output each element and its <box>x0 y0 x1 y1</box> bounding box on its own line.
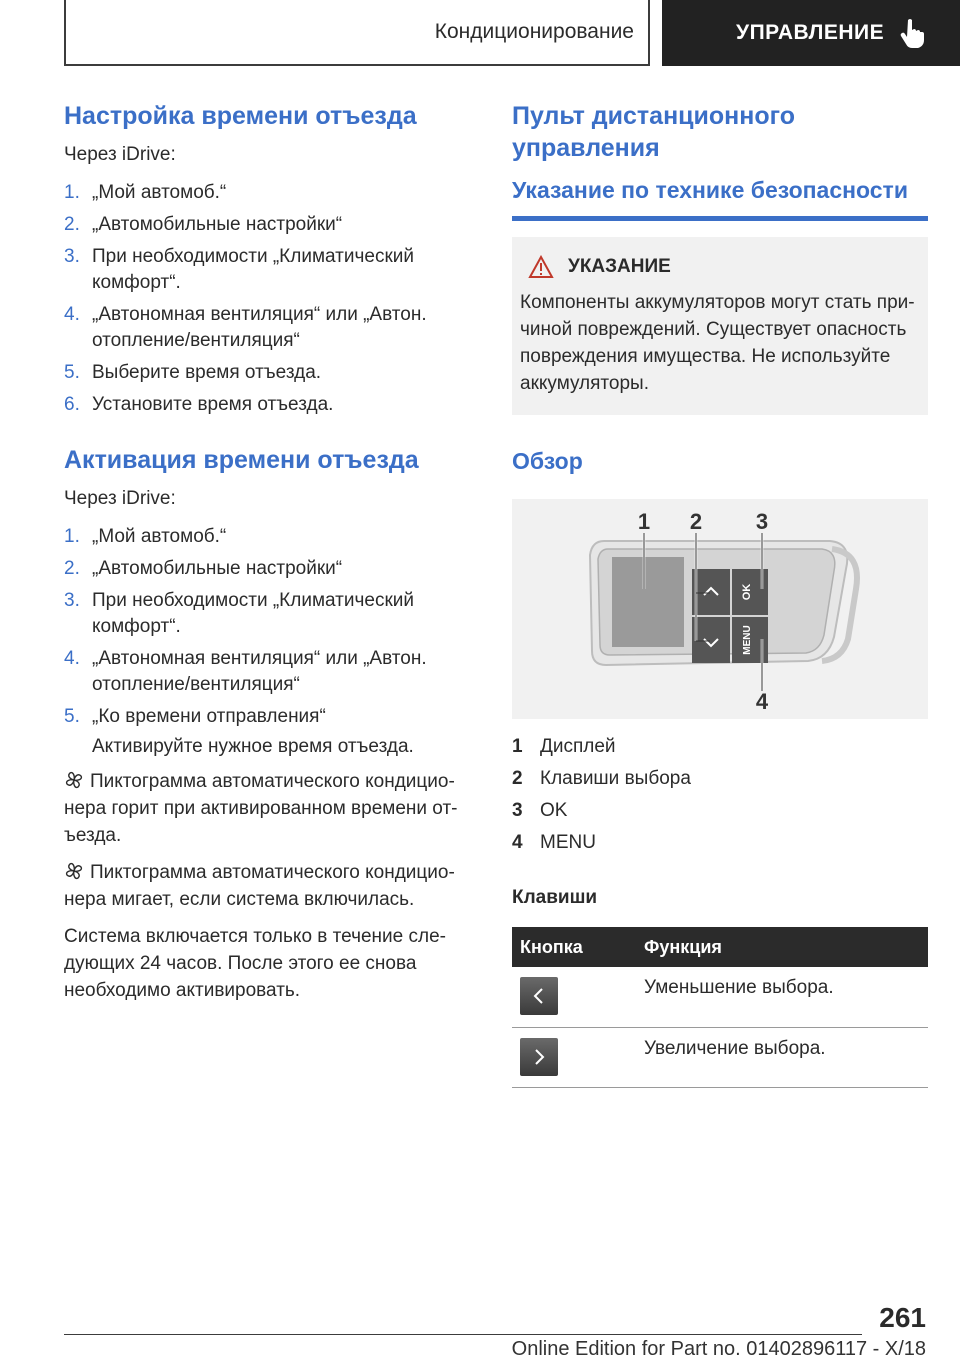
list-item: 1 Дисплей <box>512 736 616 757</box>
step-note: Активируйте нужное время отъезда. <box>92 736 414 757</box>
chapter-title: УПРАВЛЕНИЕ <box>736 21 885 44</box>
list-item: 2. „Автомобильные настройки“ <box>64 214 343 235</box>
chevron-left-icon <box>520 977 558 1015</box>
section-heading-set-departure: Настройка времени отъезда <box>64 102 417 130</box>
remote-key-illustration <box>512 499 928 719</box>
keys-table <box>512 927 928 1088</box>
ok-label: OK <box>741 583 753 601</box>
table-cell-function: Уменьшение выбора. <box>636 967 928 1027</box>
right-column <box>512 100 928 1088</box>
callout-1: 1 <box>637 509 651 534</box>
list-item: 4 MENU <box>512 832 596 853</box>
paragraph-fan-lit: Пиктограмма автоматического кондиционера горит при активированном времени отъезда. <box>64 771 458 846</box>
page-number: 261 <box>879 1302 926 1333</box>
chevron-right-icon <box>520 1038 558 1076</box>
table-header-function: Функция <box>636 927 928 967</box>
table-header-button: Кнопка <box>512 927 636 967</box>
intro-text: Через iDrive: <box>64 488 176 509</box>
menu-label: MENU <box>742 625 753 655</box>
table-row <box>512 967 928 1027</box>
list-item: 1. „Мой автомоб.“ <box>64 526 227 547</box>
callout-2: 2 <box>689 509 703 534</box>
list-item: 3 OK <box>512 800 568 821</box>
figure-legend <box>512 731 928 859</box>
list-item: 1. „Мой автомоб.“ <box>64 182 227 203</box>
warning-box <box>512 237 928 415</box>
list-item: 3. При необходимости „Климатический комфорт“. <box>64 590 414 637</box>
fan-icon <box>64 861 84 881</box>
intro-text: Через iDrive: <box>64 144 176 165</box>
list-item: 3. При необходимости „Климатический комфорт“. <box>64 246 414 293</box>
list-item: 5. „Ко времени отправления“ <box>64 706 326 727</box>
footer-edition: Online Edition for Part no. 01402896117 - X/18 <box>511 1338 926 1360</box>
callout-4: 4 <box>755 689 769 714</box>
remote-key-figure <box>512 499 928 719</box>
list-item: 4. „Автономная вентиляция“ или „Автон. отопление/вентиляция“ <box>64 648 427 695</box>
table-row <box>512 1027 928 1087</box>
list-item: 4. „Автономная вентиляция“ или „Автон. отопление/вентиляция“ <box>64 304 427 351</box>
table-header-row <box>512 927 928 967</box>
paragraph-system-activation: Система включается только в течение следующих 24 часов. После этого ее снова необходимо активировать. <box>64 926 446 1001</box>
callout-3: 3 <box>755 509 769 534</box>
section-heading-activate-departure: Активация времени отъезда <box>64 446 419 474</box>
paragraph-fan-blink: Пиктограмма автоматического кондиционера мигает, если система включилась. <box>64 862 455 910</box>
list-item: 2. „Автомобильные настройки“ <box>64 558 343 579</box>
left-column <box>64 100 460 1014</box>
keys-heading: Клавиши <box>512 887 598 908</box>
steps-list-set <box>64 180 460 418</box>
warning-text: Компоненты аккумуляторов могут стать причиной повреждений. Существует опасность повреждения имущества. Не используйте аккумуляторы. <box>520 292 915 394</box>
section-tab <box>64 0 650 66</box>
list-item: 6. Установите время отъезда. <box>64 394 334 415</box>
page-header <box>0 0 960 66</box>
list-item: 2 Клавиши выбора <box>512 768 691 789</box>
list-item: 5. Выберите время отъезда. <box>64 362 322 383</box>
steps-list-activate <box>64 524 460 730</box>
safety-heading: Указание по технике безопасности <box>512 174 928 221</box>
chapter-tab <box>662 0 960 66</box>
warning-label: УКАЗАНИЕ <box>568 256 671 277</box>
overview-heading: Обзор <box>512 448 583 474</box>
table-cell-function: Увеличение выбора. <box>636 1027 928 1087</box>
hand-pointer-icon <box>900 18 926 48</box>
warning-triangle-icon <box>528 255 554 279</box>
footer-divider <box>64 1334 862 1335</box>
section-heading-remote: Пульт дистанционного управления <box>512 102 796 162</box>
section-title: Кондиционирование <box>434 20 634 43</box>
fan-icon <box>64 770 84 790</box>
warning-title <box>520 255 920 279</box>
